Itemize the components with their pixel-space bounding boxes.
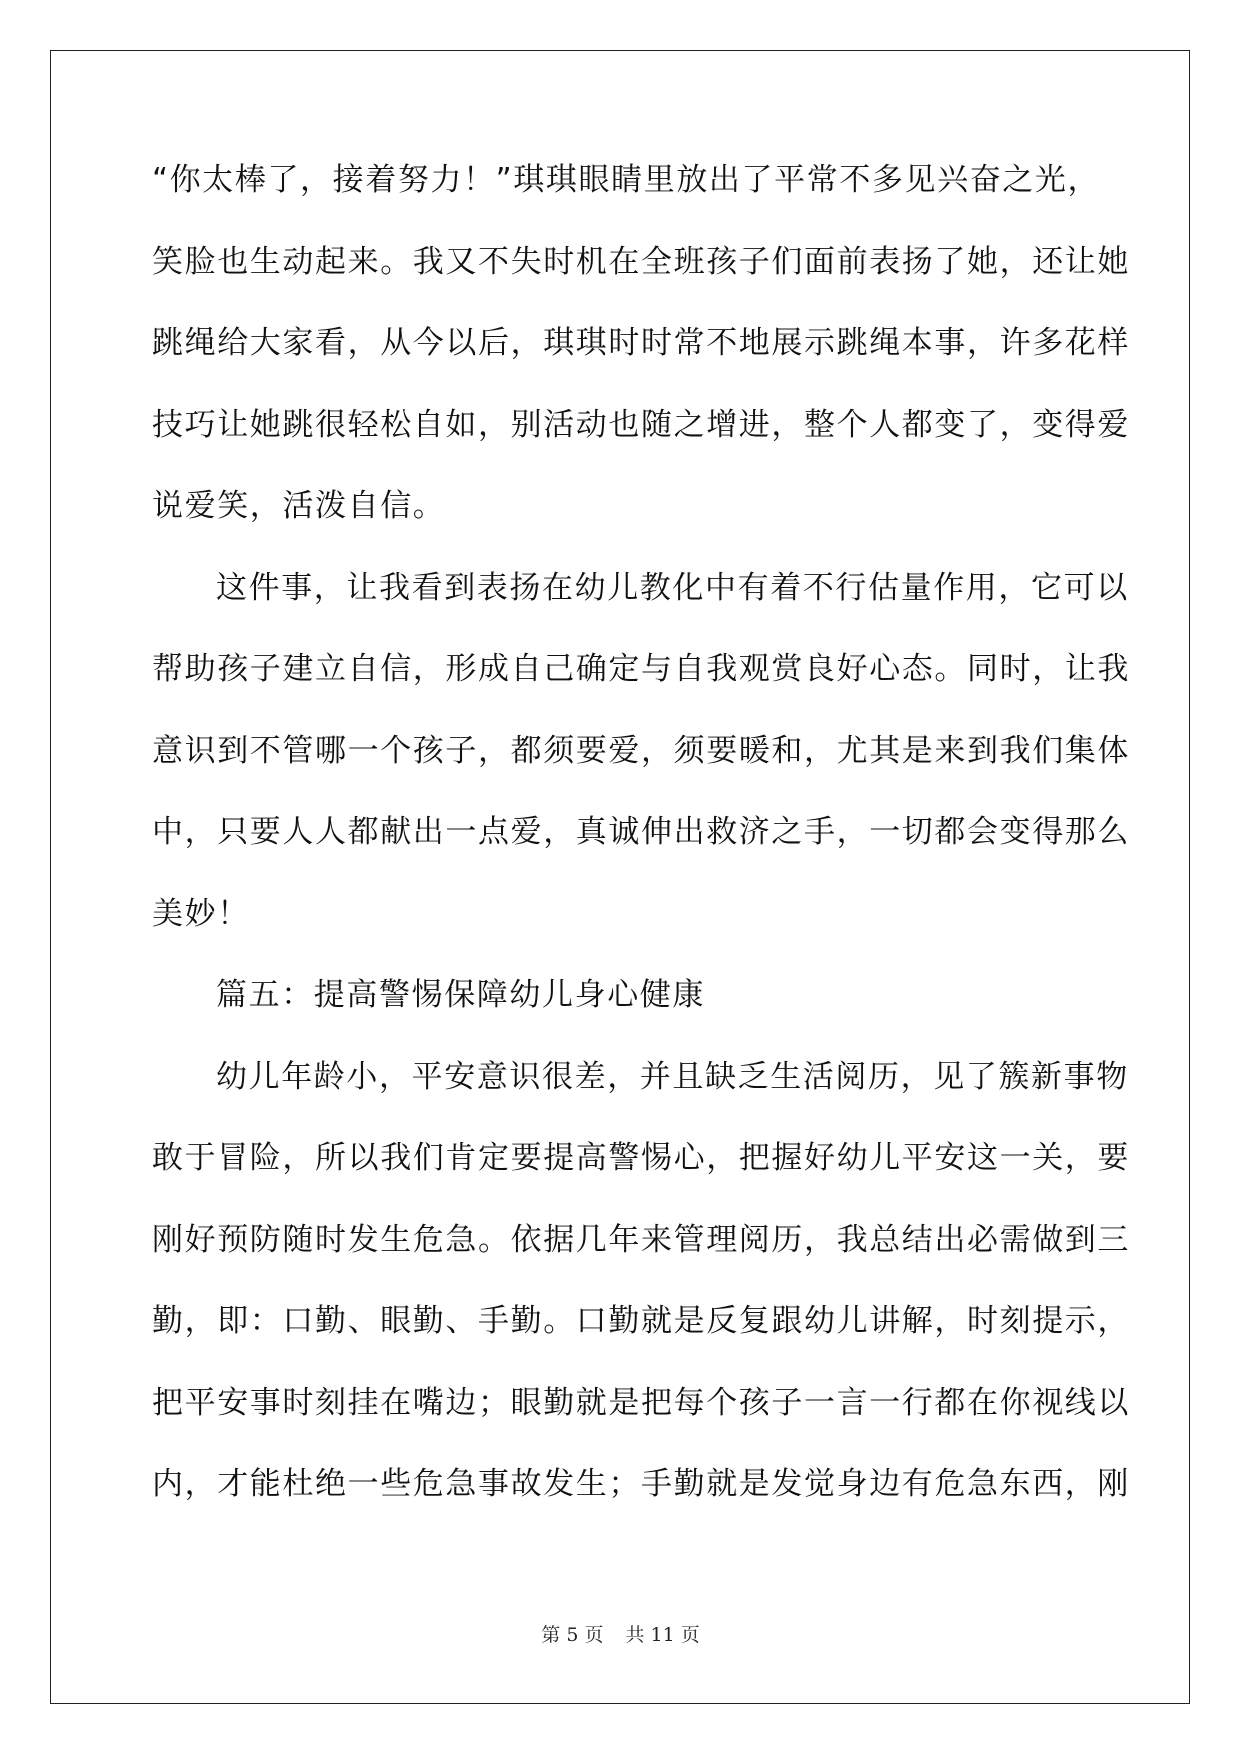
text-line: 意识到不管哪一个孩子，都须要爱，须要暖和，尤其是来到我们集体 <box>152 732 1130 769</box>
page-total: 共 11 页 <box>625 1624 700 1646</box>
text-line: 幼儿年龄小，平安意识很差，并且缺乏生活阅历，见了簇新事物 <box>216 1058 1129 1095</box>
text-line: 敢于冒险，所以我们肯定要提高警惕心，把握好幼儿平安这一关，要 <box>152 1140 1130 1176</box>
text-line: 中，只要人人都献出一点爱，真诚伸出救济之手，一切都会变得那么 <box>152 814 1130 850</box>
section-heading: 篇五：提高警惕保障幼儿身心健康 <box>216 977 705 1013</box>
text-line: “你太棒了，接着努力！”琪琪眼睛里放出了平常不多见兴奋之光， <box>152 162 1101 198</box>
page-footer <box>0 1620 1241 1647</box>
text-line: 帮助孩子建立自信，形成自己确定与自我观赏良好心态。同时，让我 <box>152 651 1130 687</box>
text-line: 跳绳给大家看，从今以后，琪琪时时常不地展示跳绳本事，许多花样 <box>152 325 1130 361</box>
text-line: 这件事，让我看到表扬在幼儿教化中有着不行估量作用，它可以 <box>216 569 1129 606</box>
text-line: 技巧让她跳很轻松自如，别活动也随之增进，整个人都变了，变得爱 <box>152 406 1130 443</box>
text-line: 刚好预防随时发生危急。依据几年来管理阅历，我总结出必需做到三 <box>152 1221 1130 1258</box>
text-line: 把平安事时刻挂在嘴边；眼勤就是把每个孩子一言一行都在你视线以 <box>152 1384 1130 1421</box>
text-line: 美妙！ <box>152 895 250 932</box>
document-body <box>152 160 1130 1546</box>
text-line: 笑脸也生动起来。我又不失时机在全班孩子们面前表扬了她，还让她 <box>152 243 1130 280</box>
text-line: 勤，即：口勤、眼勤、手勤。口勤就是反复跟幼儿讲解，时刻提示， <box>152 1303 1130 1339</box>
page-number: 第 5 页 <box>541 1624 604 1646</box>
text-line: 内，才能杜绝一些危急事故发生；手勤就是发觉身边有危急东西，刚 <box>152 1466 1130 1502</box>
text-line: 说爱笑，活泼自信。 <box>152 488 446 524</box>
